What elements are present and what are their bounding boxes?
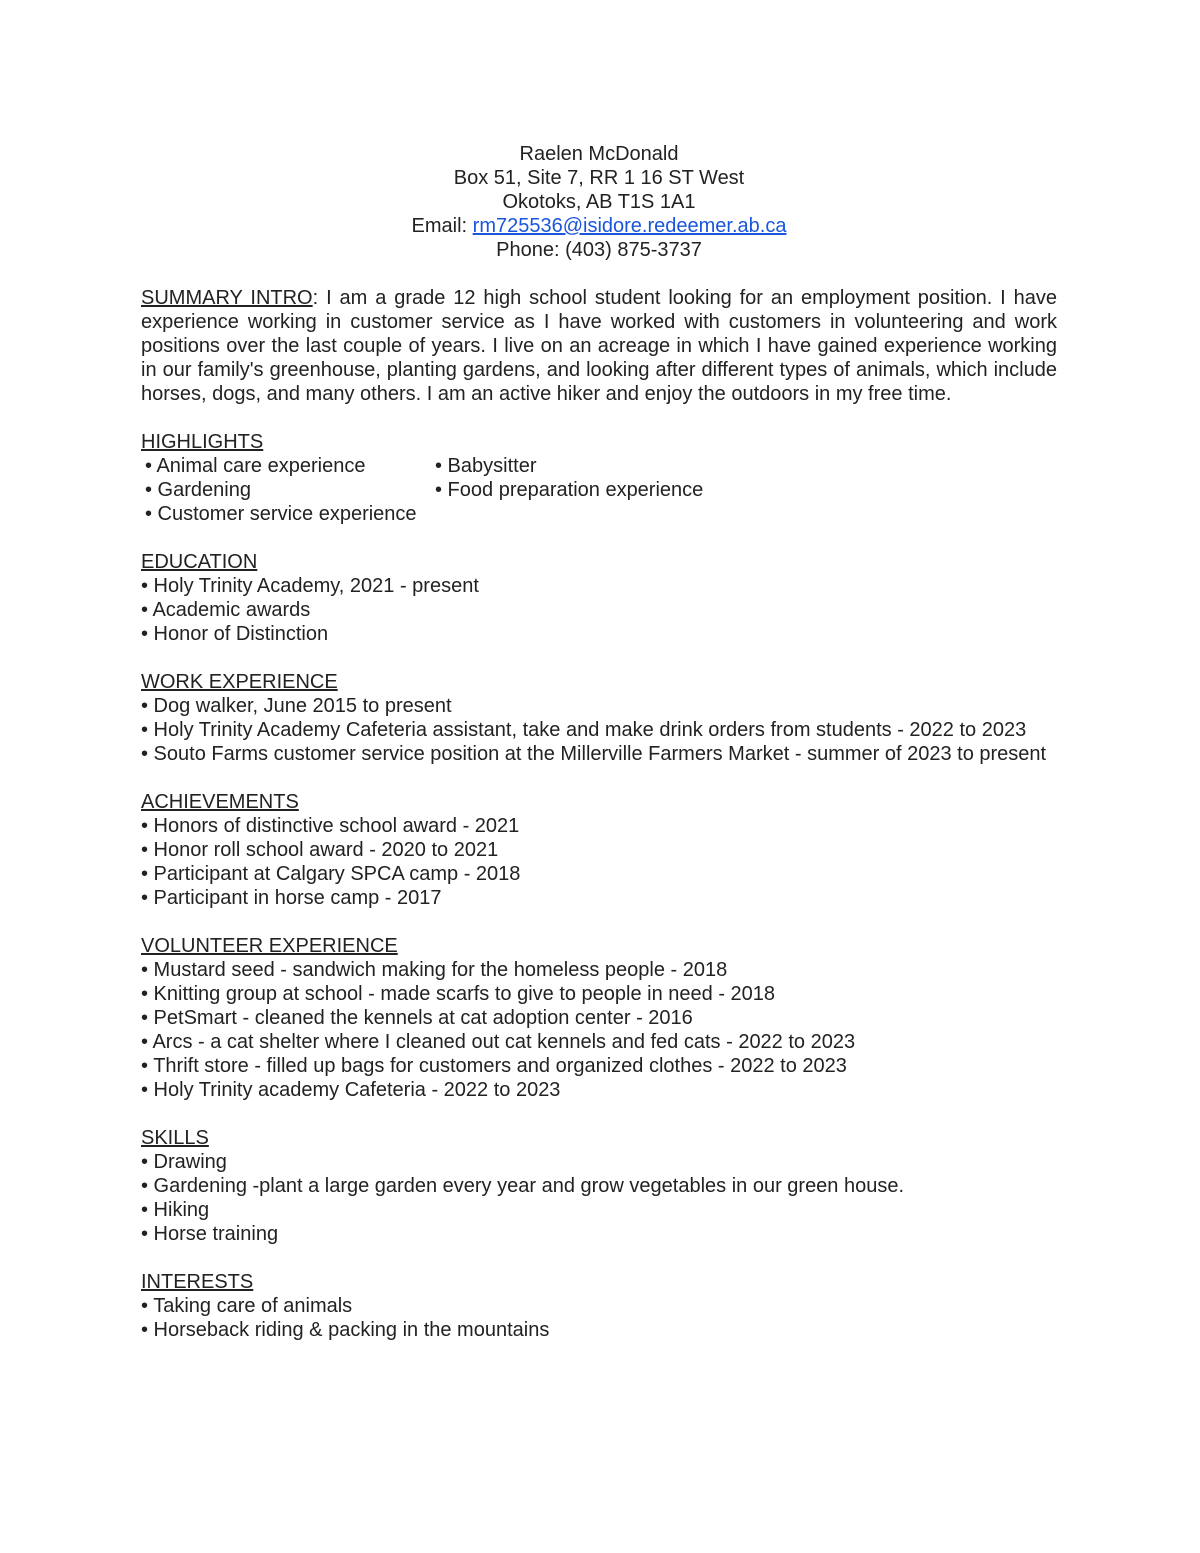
highlights-row <box>141 502 1057 526</box>
highlights-row <box>141 478 1057 502</box>
list-item: • Honor roll school award - 2020 to 2021 <box>141 839 499 861</box>
list-item: • Souto Farms customer service position at the Millerville Farmers Market - summer of 2023 to present <box>141 743 1047 765</box>
address-line-2: Okotoks, AB T1S 1A1 <box>502 191 696 213</box>
list-item: • Horseback riding & packing in the mountains <box>141 1319 550 1341</box>
list-item: • Participant at Calgary SPCA camp - 2018 <box>141 863 521 885</box>
highlights-section <box>141 430 1057 526</box>
list-item: • Academic awards <box>141 599 311 621</box>
list-item: • Mustard seed - sandwich making for the homeless people - 2018 <box>141 959 728 981</box>
list-item: • Gardening -plant a large garden every year and grow vegetables in our green house. <box>141 1175 905 1197</box>
list-item: • Holy Trinity Academy Cafeteria assistant, take and make drink orders from students - 2022 to 2023 <box>141 719 1027 741</box>
resume-header <box>141 142 1057 262</box>
list-item: • Honor of Distinction <box>141 623 329 645</box>
education-title: EDUCATION <box>141 551 258 573</box>
list-item: • Holy Trinity academy Cafeteria - 2022 to 2023 <box>141 1079 561 1101</box>
achievements-title: ACHIEVEMENTS <box>141 791 299 813</box>
volunteer-section <box>141 934 1057 1102</box>
highlight-item: • Customer service experience <box>145 503 417 525</box>
address-line-1: Box 51, Site 7, RR 1 16 ST West <box>453 167 745 189</box>
list-item: • Hiking <box>141 1199 210 1221</box>
highlight-item: • Animal care experience <box>145 455 366 477</box>
list-item: • Horse training <box>141 1223 279 1245</box>
highlights-title: HIGHLIGHTS <box>141 431 264 453</box>
applicant-name: Raelen McDonald <box>519 143 679 165</box>
email-link[interactable]: rm725536@isidore.redeemer.ab.ca <box>472 215 787 237</box>
list-item: • Drawing <box>141 1151 227 1173</box>
list-item: • Participant in horse camp - 2017 <box>141 887 442 909</box>
highlight-item: • Gardening <box>145 479 251 501</box>
summary-section <box>141 286 1057 406</box>
summary-title: SUMMARY INTRO <box>141 287 313 309</box>
phone-line: Phone: (403) 875-3737 <box>496 239 702 261</box>
email-label: Email: <box>411 215 473 237</box>
list-item: • Dog walker, June 2015 to present <box>141 695 452 717</box>
list-item: • PetSmart - cleaned the kennels at cat adoption center - 2016 <box>141 1007 693 1029</box>
work-experience-section <box>141 670 1057 766</box>
highlight-item: • Babysitter <box>435 455 537 477</box>
list-item: • Knitting group at school - made scarfs to give to people in need - 2018 <box>141 983 776 1005</box>
highlights-row <box>141 454 1057 478</box>
skills-title: SKILLS <box>141 1127 209 1149</box>
education-section <box>141 550 1057 646</box>
interests-title: INTERESTS <box>141 1271 254 1293</box>
list-item: • Arcs - a cat shelter where I cleaned out cat kennels and fed cats - 2022 to 2023 <box>141 1031 856 1053</box>
resume-page <box>141 142 1057 1342</box>
volunteer-title: VOLUNTEER EXPERIENCE <box>141 935 398 957</box>
list-item: • Honors of distinctive school award - 2021 <box>141 815 520 837</box>
highlight-item: • Food preparation experience <box>435 479 704 501</box>
list-item: • Thrift store - filled up bags for customers and organized clothes - 2022 to 2023 <box>141 1055 847 1077</box>
work-experience-title: WORK EXPERIENCE <box>141 671 338 693</box>
skills-section <box>141 1126 1057 1246</box>
summary-text: : I am a grade 12 high school student looking for an employment position. I have experience working in customer service as I have worked with customers in volunteering and work positions over the last couple of years. I live on an acreage in which I have gained experience working in our family's greenhouse, planting gardens, and looking after different types of animals, which include horses, dogs, and many others. I am an active hiker and enjoy the outdoors in my free time. <box>141 287 1057 405</box>
list-item: • Holy Trinity Academy, 2021 - present <box>141 575 479 597</box>
achievements-section <box>141 790 1057 910</box>
list-item: • Taking care of animals <box>141 1295 353 1317</box>
email-line <box>141 214 1057 238</box>
interests-section <box>141 1270 1057 1342</box>
